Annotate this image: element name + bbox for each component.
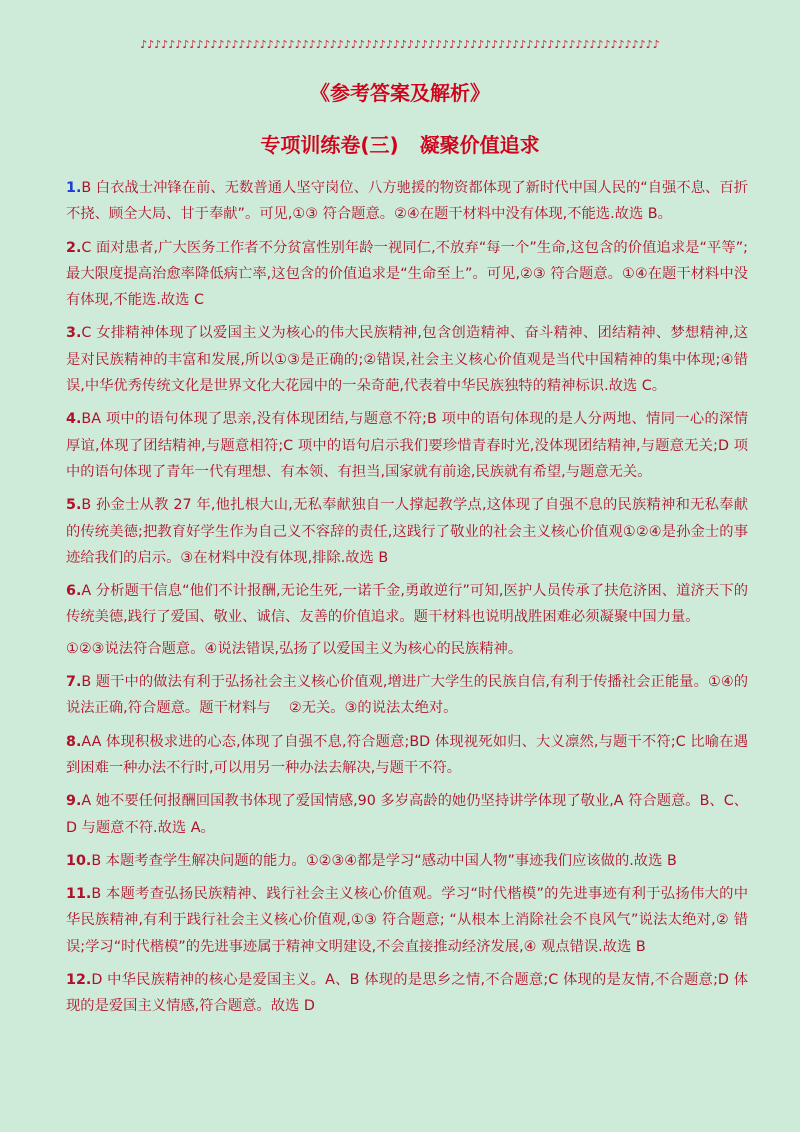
answer-item-10 — [66, 848, 748, 874]
answer-item-8 — [66, 729, 748, 782]
page-title: 《参考答案及解析》 — [310, 81, 490, 105]
answer-number: 8. — [66, 733, 82, 750]
answer-text: D 中华民族精神的核心是爱国主义。A、B 体现的是思乡之情,不合题意;C 体现的是友情,不合题意;D 体现的是爱国主义情感,符合题意。故选 D — [66, 972, 748, 1015]
music-note-ornament: ♪♪♪♪♪♪♪♪♪♪♪♪♪♪♪♪♪♪♪♪♪♪♪♪♪♪♪♪♪♪♪♪♪♪♪♪♪♪♪♪♪♪♪♪♪♪♪♪♪♪♪♪♪♪♪♪♪♪♪♪♪♪♪♪♪♪♪♪♪♪♪♪♪♪ — [140, 38, 660, 51]
page-subtitle: 专项训练卷(三) 凝聚价值追求 — [260, 133, 540, 157]
answer-number: 6. — [66, 583, 82, 600]
answer-number: 1. — [66, 180, 82, 196]
answer-item-5 — [66, 492, 748, 571]
answer-text: C 面对患者,广大医务工作者不分贫富性别年龄一视同仁,不放弃“每一个”生命,这包含的价值追求是“平等”;最大限度提高治愈率降低病亡率,这包含的价值追求是“生命至上”。可见,②③ 符合题意。①④在题干材料中没有体现,不能选.故选 C — [66, 239, 748, 309]
answer-item-6-continued: ①②③说法符合题意。④说法错误,弘扬了以爱国主义为核心的民族精神。 — [66, 640, 523, 657]
answer-text: B 本题考查弘扬民族精神、践行社会主义核心价值观。学习“时代楷模”的先进事迹有利于弘扬伟大的中华民族精神,有利于践行社会主义核心价值观,①③ 符合题意; “从根本上消除社会不良风气”说法太绝对,② 错误;学习“时代楷模”的先进事迹属于精神文明建设,不会直接推动经济发展,④ 观点错误.故选 B — [66, 886, 748, 955]
answer-text: B 本题考查学生解决问题的能力。①②③④都是学习“感动中国人物”事迹我们应该做的.故选 B — [91, 852, 677, 869]
answer-text: B 白衣战士冲锋在前、无数普通人坚守岗位、八方驰援的物资都体现了新时代中国人民的“自强不息、百折不挠、顾全大局、甘于奉献”。可见,①③ 符合题意。②④在题干材料中没有体现,不能选.故选 B。 — [66, 180, 748, 223]
answer-item-4 — [66, 406, 748, 485]
answer-item-11 — [66, 881, 748, 960]
answer-item-1 — [66, 175, 748, 228]
answer-number: 9. — [66, 793, 82, 810]
answer-text: BA 项中的语句体现了思亲,没有体现团结,与题意不符;B 项中的语句体现的是人分两地、情同一心的深情厚谊,体现了团结精神,与题意相符;C 项中的语句启示我们要珍惜青春时光,没体现团结精神,与题意无关;D 项中的语句体现了青年一代有理想、有本领、有担当,国家就有前途,民族就有希望,与题意无关。 — [66, 411, 748, 480]
answer-item-9 — [66, 788, 748, 841]
answer-number: 2. — [66, 239, 82, 256]
answer-number: 7. — [66, 674, 82, 691]
answer-text: A 她不要任何报酬回国教书体现了爱国情感,90 多岁高龄的她仍坚持讲学体现了敬业,A 符合题意。B、C、D 与题意不符.故选 A。 — [66, 793, 748, 836]
answer-text: B 题干中的做法有利于弘扬社会主义核心价值观,增进广大学生的民族自信,有利于传播社会正能量。①④的说法正确,符合题意。题干材料与 ②无关。③的说法太绝对。 — [66, 674, 748, 717]
answer-text: C 女排精神体现了以爱国主义为核心的伟大民族精神,包含创造精神、奋斗精神、团结精神、梦想精神,这是对民族精神的丰富和发展,所以①③是正确的;②错误,社会主义核心价值观是当代中国精神的集中体现;④错误,中华优秀传统文化是世界文化大花园中的一朵奇葩,代表着中华民族独特的精神标识.故选 C。 — [66, 325, 748, 395]
answer-text: B 孙金士从教 27 年,他扎根大山,无私奉献独自一人撑起教学点,这体现了自强不息的民族精神和无私奉献的传统美德;把教育好学生作为自己义不容辞的责任,这践行了敬业的社会主义核心价值观①②④是孙金士的事迹给我们的启示。③在材料中没有体现,排除.故选 B — [66, 497, 748, 566]
answer-item-12 — [66, 967, 748, 1020]
answer-number: 11. — [66, 886, 92, 903]
answer-item-2 — [66, 235, 748, 314]
answer-number: 5. — [66, 497, 82, 514]
answer-item-7 — [66, 669, 748, 722]
answer-number: 3. — [66, 325, 82, 342]
answer-item-6 — [66, 578, 748, 631]
answer-text: A 分析题干信息“他们不计报酬,无论生死,一诺千金,勇敢逆行”可知,医护人员传承了扶危济困、道济天下的传统美德,践行了爱国、敬业、诚信、友善的价值追求。题干材料也说明战胜困难必须凝聚中国力量。 — [66, 583, 748, 626]
answer-number: 10. — [66, 852, 92, 869]
answer-text: AA 体现积极求进的心态,体现了自强不息,符合题意;BD 体现视死如归、大义凛然,与题干不符;C 比喻在遇到困难一种办法不行时,可以用另一种办法去解决,与题干不符。 — [66, 733, 748, 776]
answer-number: 12. — [66, 972, 92, 989]
answer-item-3 — [66, 320, 748, 399]
answer-list — [66, 175, 748, 1020]
answer-number: 4. — [66, 411, 82, 428]
